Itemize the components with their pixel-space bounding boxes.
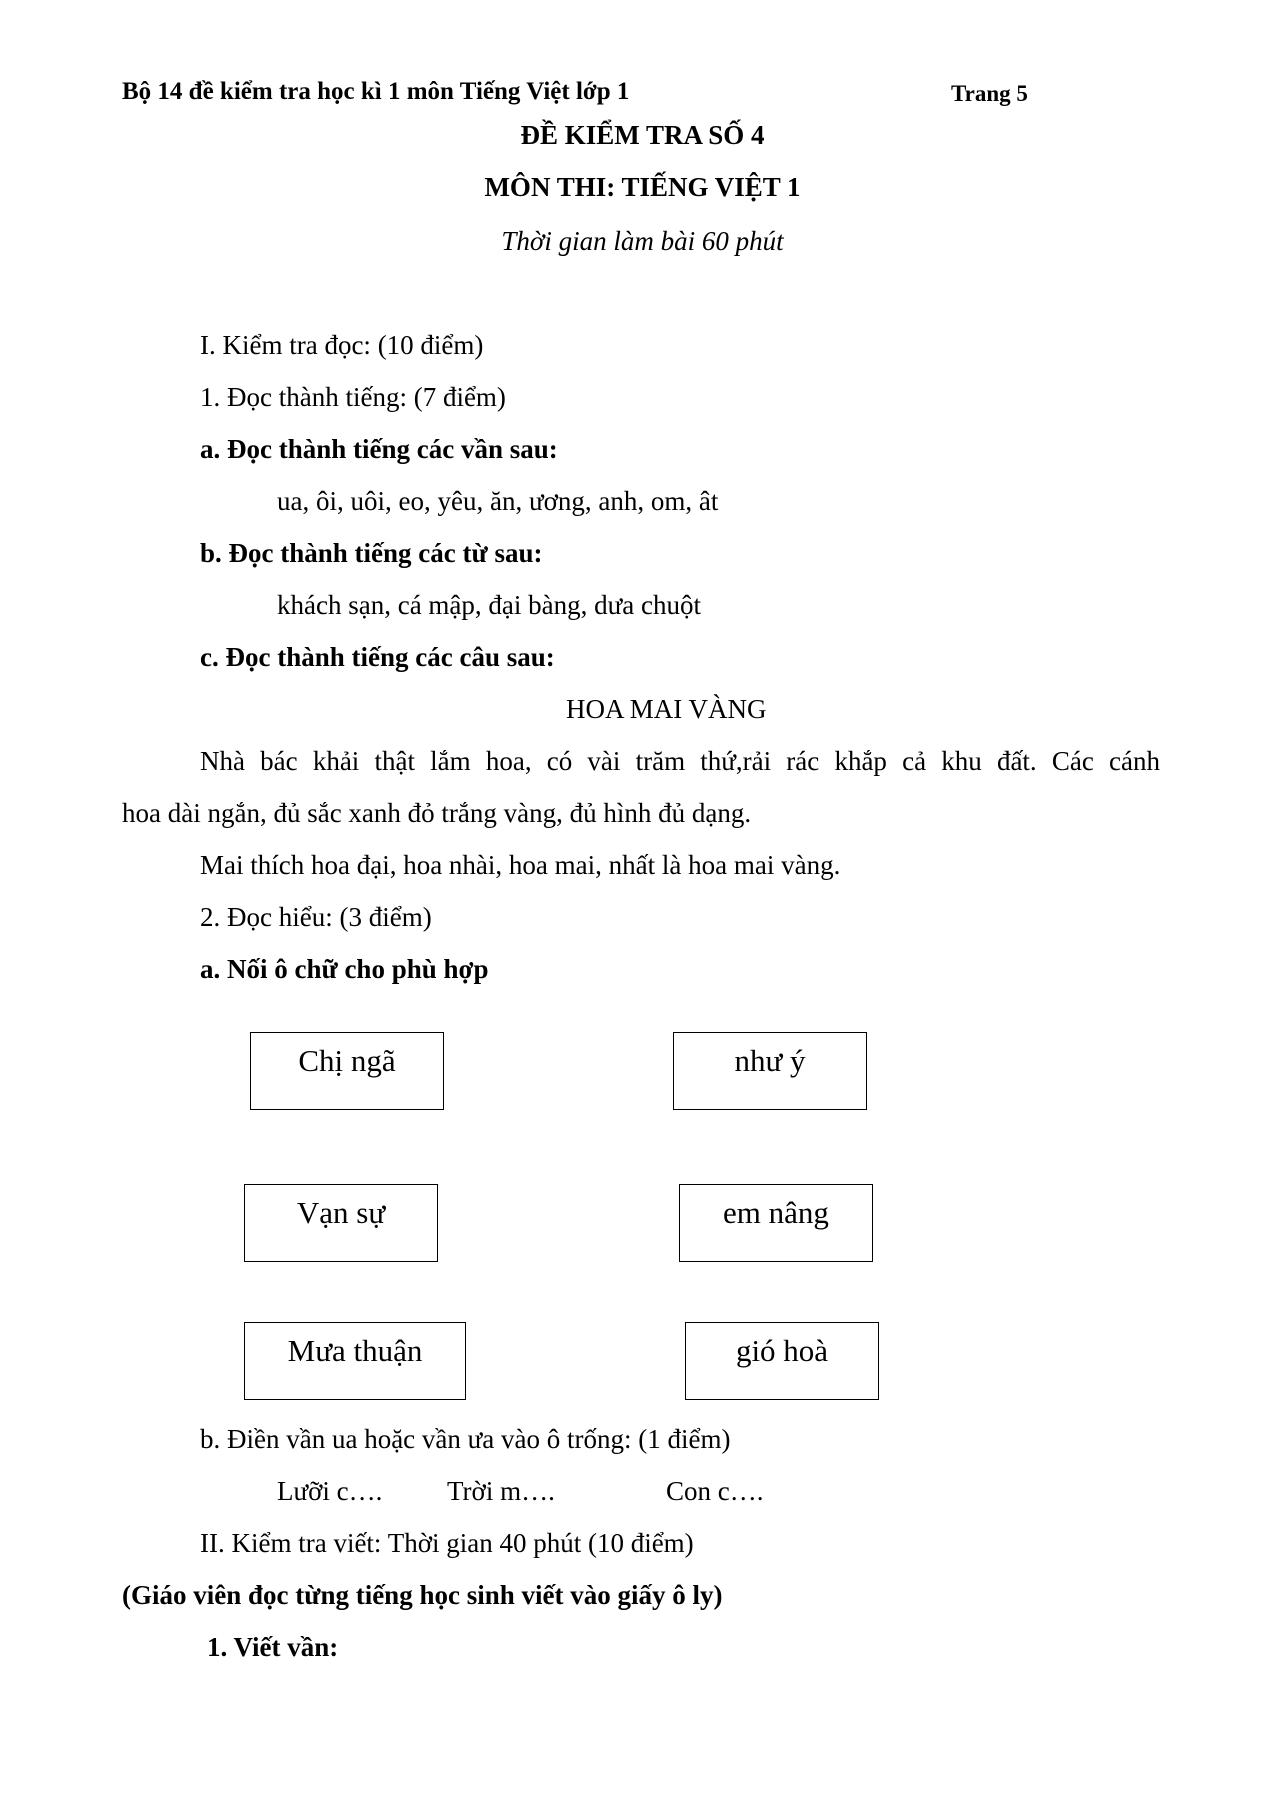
- writing-item-1: 1. Viết vần:: [207, 1632, 339, 1662]
- section-reading-heading: I. Kiểm tra đọc: (10 điểm): [200, 330, 484, 360]
- duration-note: Thời gian làm bài 60 phút: [501, 226, 784, 256]
- match-box-right: như ý: [673, 1032, 867, 1110]
- passage-line-1: Nhà bác khải thật lắm hoa, có vài trăm thứ,rải rác khắp cả khu đất. Các cánh: [200, 746, 1160, 776]
- fill-in-item: Lưỡi c….: [277, 1476, 383, 1506]
- subject-title: MÔN THI: TIẾNG VIỆT 1: [484, 172, 801, 202]
- match-box-left: Mưa thuận: [244, 1322, 466, 1400]
- vowels-list: ua, ôi, uôi, eo, yêu, ăn, ương, anh, om, ât: [277, 486, 719, 516]
- match-box-right: em nâng: [679, 1184, 873, 1262]
- passage-title: HOA MAI VÀNG: [566, 694, 767, 724]
- section-writing-heading: II. Kiểm tra viết: Thời gian 40 phút (10 điểm): [200, 1528, 694, 1558]
- match-box-left: Chị ngã: [250, 1032, 444, 1110]
- fill-in-item: Con c….: [666, 1476, 764, 1506]
- words-heading: b. Đọc thành tiếng các từ sau:: [200, 538, 543, 568]
- page-number: Trang 5: [951, 81, 1028, 106]
- writing-note: (Giáo viên đọc từng tiếng học sinh viết vào giấy ô ly): [122, 1580, 723, 1610]
- fill-in-heading: b. Điền vần ua hoặc vần ưa vào ô trống: (1 điểm): [200, 1424, 731, 1454]
- comprehension-heading: 2. Đọc hiểu: (3 điểm): [200, 902, 432, 932]
- sentences-heading: c. Đọc thành tiếng các câu sau:: [200, 642, 555, 672]
- words-list: khách sạn, cá mập, đại bàng, dưa chuột: [277, 590, 701, 620]
- vowels-heading: a. Đọc thành tiếng các vần sau:: [200, 434, 558, 464]
- matching-heading: a. Nối ô chữ cho phù hợp: [200, 954, 489, 984]
- passage-line-3: Mai thích hoa đại, hoa nhài, hoa mai, nhất là hoa mai vàng.: [200, 850, 841, 880]
- match-box-left: Vạn sự: [244, 1184, 438, 1262]
- match-box-right: gió hoà: [685, 1322, 879, 1400]
- aloud-heading: 1. Đọc thành tiếng: (7 điểm): [200, 382, 506, 412]
- fill-in-item: Trời m….: [447, 1476, 555, 1506]
- exam-title: ĐỀ KIỂM TRA SỐ 4: [520, 120, 765, 150]
- document-header-title: Bộ 14 đề kiểm tra học kì 1 môn Tiếng Việt lớp 1: [122, 78, 630, 105]
- passage-line-2: hoa dài ngắn, đủ sắc xanh đỏ trắng vàng, đủ hình đủ dạng.: [122, 798, 752, 828]
